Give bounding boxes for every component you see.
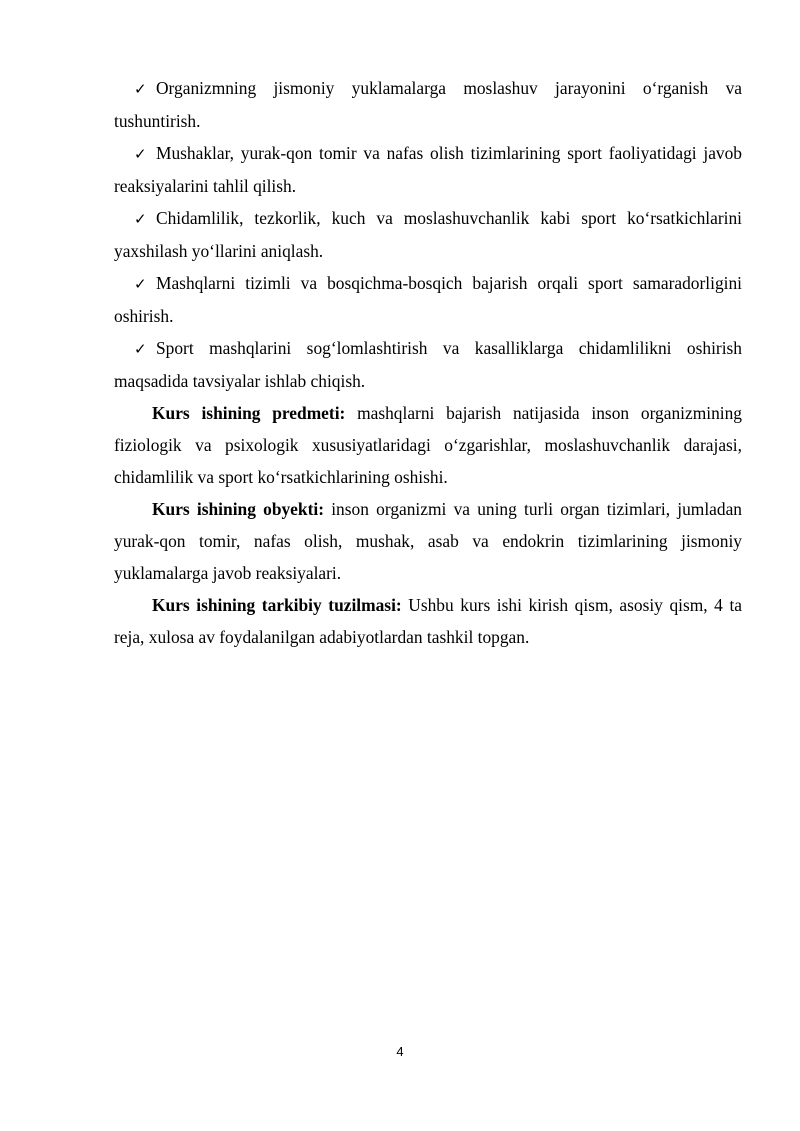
paragraph-lead: Kurs ishining obyekti:: [152, 499, 324, 519]
bullet-item: [114, 72, 742, 137]
bullet-item: [114, 202, 742, 267]
paragraph-text: Ushbu kurs ishi kirish qism, asosiy qism, 4 ta reja, xulosa av foydalanilgan adabiyotlardan tashkil topgan.: [114, 595, 742, 647]
bullet-text: Mashqlarni tizimli va bosqichma-bosqich bajarish orqali sport samaradorligini oshirish.: [114, 273, 742, 326]
structure-paragraph: [114, 589, 742, 653]
bullet-item: [114, 332, 742, 397]
paragraph-lead: Kurs ishining tarkibiy tuzilmasi:: [152, 595, 402, 615]
bullet-text: Sport mashqlarini sog‘lomlashtirish va kasalliklarga chidamlilikni oshirish maqsadida tavsiyalar ishlab chiqish.: [114, 338, 742, 391]
bullet-text: Chidamlilik, tezkorlik, kuch va moslashuvchanlik kabi sport ko‘rsatkichlarini yaxshilash yo‘llarini aniqlash.: [114, 208, 742, 261]
checkmark-icon: ✓: [134, 210, 147, 228]
bullet-text: Mushaklar, yurak-qon tomir va nafas olish tizimlarining sport faoliyatidagi javob reaksiyalarini tahlil qilish.: [114, 143, 742, 196]
bullet-text: Organizmning jismoniy yuklamalarga moslashuv jarayonini o‘rganish va tushuntirish.: [114, 78, 742, 131]
checkmark-icon: ✓: [134, 275, 147, 293]
paragraph-text: mashqlarni bajarish natijasida inson organizmining fiziologik va psixologik xususiyatlaridagi o‘zgarishlar, moslashuvchanlik darajasi, chidamlilik va sport ko‘rsatkichlarining oshishi.: [114, 403, 742, 487]
checkmark-icon: ✓: [134, 145, 147, 163]
paragraph-lead: Kurs ishining predmeti:: [152, 403, 346, 423]
object-paragraph: [114, 493, 742, 589]
bullet-item: [114, 137, 742, 202]
checkmark-icon: ✓: [134, 80, 147, 98]
page-number: 4: [396, 1044, 404, 1059]
subject-paragraph: [114, 397, 742, 493]
document-page: [114, 72, 742, 653]
bullet-item: [114, 267, 742, 332]
checkmark-icon: ✓: [134, 340, 147, 358]
paragraph-text: inson organizmi va uning turli organ tizimlari, jumladan yurak-qon tomir, nafas olish, mushak, asab va endokrin tizimlarining jismoniy yuklamalarga javob reaksiyalari.: [114, 499, 742, 583]
